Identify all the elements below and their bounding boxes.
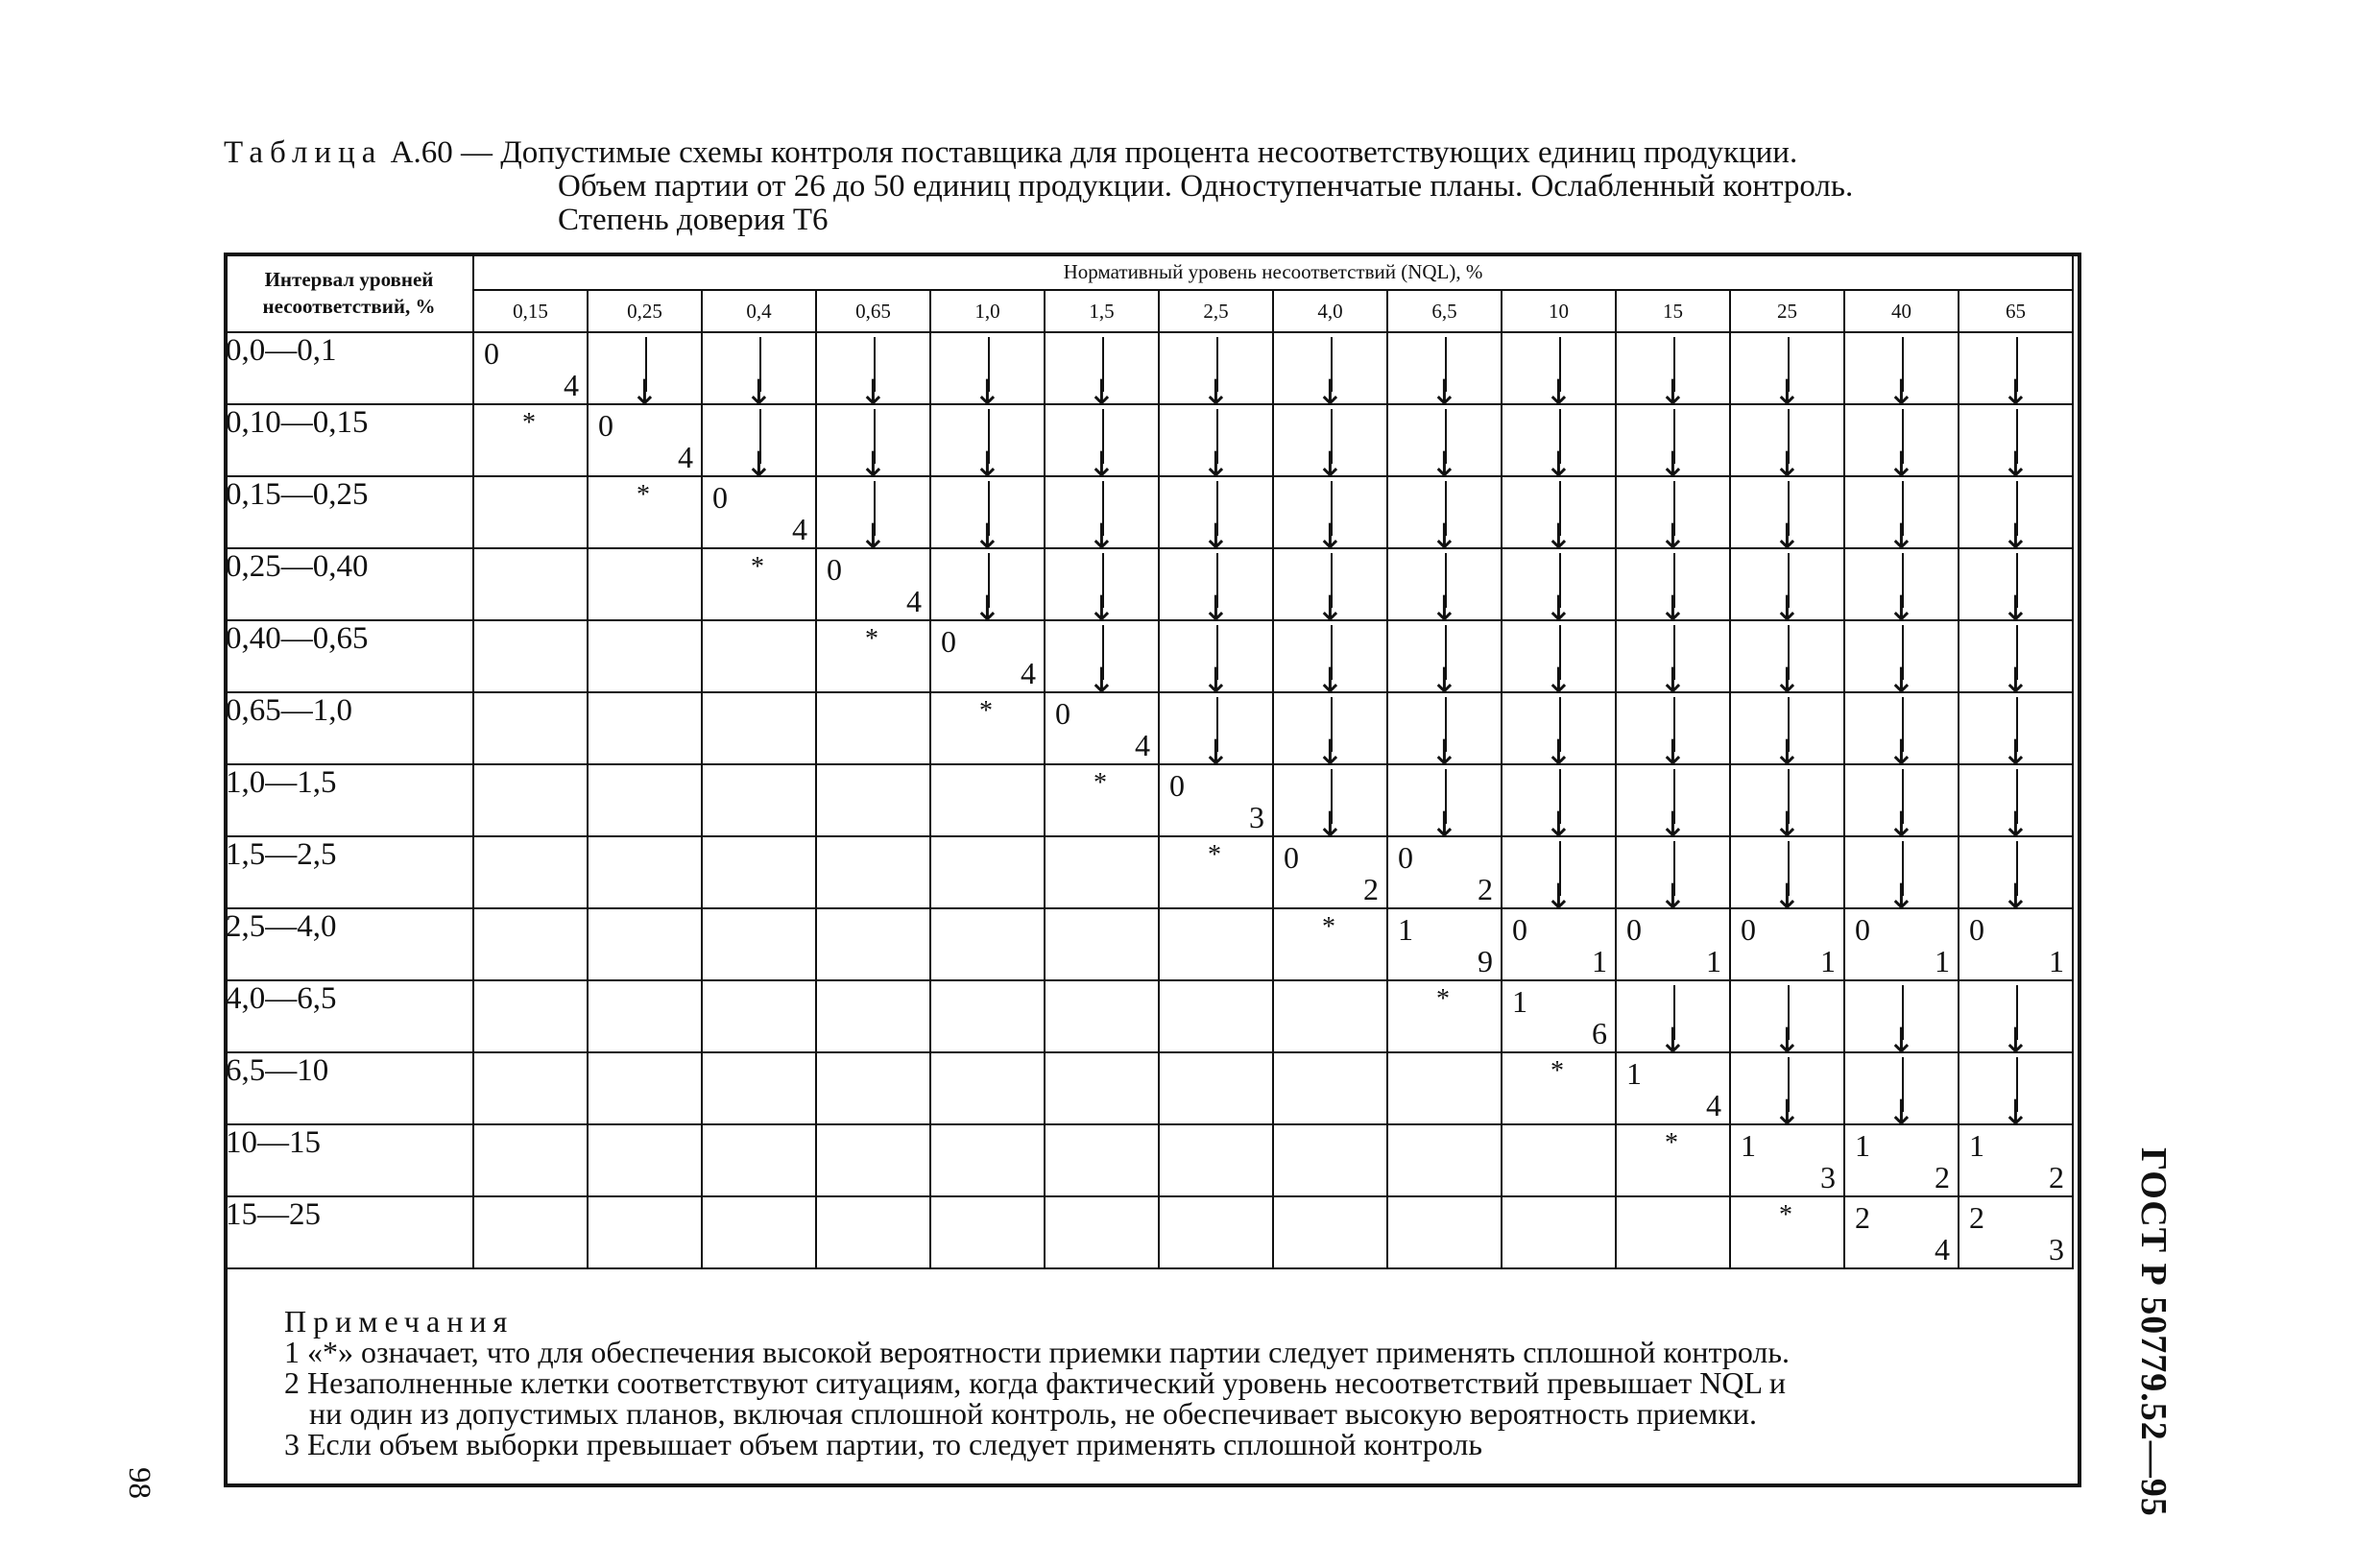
interval-header-line-2: несоответствий, % [262, 295, 436, 318]
sample-size: 3 [2049, 1232, 2064, 1266]
table-caption [224, 136, 2086, 237]
row-interval-label: 0,10—0,15 [225, 404, 473, 476]
sample-size: 2 [1363, 872, 1379, 906]
acceptance-number: 0 [941, 624, 956, 659]
acceptance-number: 1 [1969, 1128, 1984, 1163]
nql-column-3: 0,65 [816, 290, 930, 332]
acceptance-number: 0 [712, 480, 728, 515]
note-3: 3 Если объем выборки превышает объем партии, то следует применять сплошной контроль [284, 1427, 1482, 1461]
sample-size: 3 [1249, 800, 1264, 834]
nql-column-13: 65 [1959, 290, 2073, 332]
sample-size: 4 [1021, 656, 1036, 690]
sample-size: 4 [1935, 1232, 1950, 1266]
nql-column-4: 1,0 [930, 290, 1045, 332]
caption-line-2: Объем партии от 26 до 50 единиц продукции. Одноступенчатые планы. Ослабленный контроль. [558, 169, 1854, 204]
sample-size: 4 [678, 440, 693, 474]
sample-size: 6 [1592, 1016, 1607, 1050]
sample-size: 1 [2049, 944, 2064, 978]
standard-code: ГОСТ Р 50779.52—95 [2133, 1147, 2174, 1517]
acceptance-number: 1 [1741, 1128, 1756, 1163]
caption-line-1 [224, 136, 2086, 170]
nql-column-9: 10 [1502, 290, 1616, 332]
note-1: 1 «*» означает, что для обеспечения высокой вероятности приемки партии следует применять сплошной контроль. [284, 1335, 1790, 1369]
acceptance-number: 0 [1284, 840, 1299, 875]
nql-column-5: 1,5 [1045, 290, 1159, 332]
sample-size: 4 [1706, 1088, 1721, 1122]
row-interval-label: 1,0—1,5 [225, 764, 473, 836]
nql-column-0: 0,15 [473, 290, 588, 332]
acceptance-number: 0 [1169, 768, 1185, 803]
notes-title: Примечания [284, 1304, 515, 1339]
sample-size: 3 [1820, 1160, 1836, 1194]
acceptance-number: 0 [1512, 912, 1527, 947]
acceptance-number: 1 [1512, 984, 1527, 1019]
acceptance-number: 0 [484, 336, 499, 371]
row-interval-label: 4,0—6,5 [225, 980, 473, 1052]
acceptance-number: 0 [827, 552, 842, 587]
acceptance-number: 1 [1398, 912, 1413, 947]
row-interval-label: 1,5—2,5 [225, 836, 473, 908]
note-2-continued: ни один из допустимых планов, включая сплошной контроль, не обеспечивает высокую вероятность приемки. [309, 1396, 1758, 1431]
acceptance-number: 0 [1741, 912, 1756, 947]
row-interval-label: 0,0—0,1 [225, 332, 473, 404]
acceptance-number: 0 [1855, 912, 1870, 947]
row-interval-label: 0,65—1,0 [225, 692, 473, 764]
asterisk-mark: * [1779, 1200, 1792, 1230]
row-interval-label: 0,25—0,40 [225, 548, 473, 620]
sample-size: 4 [792, 512, 807, 546]
sample-size: 9 [1478, 944, 1493, 978]
acceptance-number: 0 [598, 408, 613, 443]
row-interval-label: 6,5—10 [225, 1052, 473, 1124]
sample-size: 2 [1935, 1160, 1950, 1194]
acceptance-number: 0 [1055, 696, 1070, 731]
asterisk-mark: * [1665, 1128, 1678, 1158]
sample-size: 1 [1706, 944, 1721, 978]
asterisk-mark: * [865, 624, 878, 654]
acceptance-number: 0 [1969, 912, 1984, 947]
note-2: 2 Незаполненные клетки соответствуют ситуациям, когда фактический уровень несоответствий превышает NQL и [284, 1365, 1786, 1400]
row-interval-label: 15—25 [225, 1196, 473, 1268]
sample-size: 1 [1592, 944, 1607, 978]
nql-column-11: 25 [1730, 290, 1844, 332]
nql-column-7: 4,0 [1273, 290, 1387, 332]
asterisk-mark: * [1094, 768, 1107, 798]
asterisk-mark: * [1322, 912, 1335, 942]
acceptance-number: 1 [1855, 1128, 1870, 1163]
table-frame [224, 253, 2081, 1487]
nql-column-6: 2,5 [1159, 290, 1273, 332]
sample-size: 2 [1478, 872, 1493, 906]
asterisk-mark: * [1551, 1056, 1564, 1086]
sample-size: 1 [1820, 944, 1836, 978]
row-interval-label: 10—15 [225, 1124, 473, 1196]
row-interval-label: 2,5—4,0 [225, 908, 473, 980]
asterisk-mark: * [1208, 840, 1221, 870]
notes-block [284, 1306, 2070, 1459]
asterisk-mark: * [979, 696, 993, 726]
acceptance-number: 2 [1969, 1200, 1984, 1235]
nql-column-8: 6,5 [1387, 290, 1502, 332]
sample-size: 4 [564, 368, 579, 402]
interval-header-line-1: Интервал уровней [264, 268, 434, 291]
caption-title: А.60 — Допустимые схемы контроля поставщика для процента несоответствующих единиц продукции. [382, 135, 1798, 170]
asterisk-mark: * [522, 408, 536, 438]
acceptance-number: 0 [1398, 840, 1413, 875]
nql-column-2: 0,4 [702, 290, 816, 332]
caption-lead: Таблица [224, 135, 383, 170]
asterisk-mark: * [751, 552, 764, 582]
sample-size: 1 [1935, 944, 1950, 978]
nql-header: Нормативный уровень несоответствий (NQL), % [473, 253, 2073, 290]
nql-column-10: 15 [1616, 290, 1730, 332]
row-interval-label: 0,15—0,25 [225, 476, 473, 548]
page-number: 98 [122, 1467, 156, 1499]
sample-size: 4 [906, 584, 922, 618]
acceptance-number: 0 [1626, 912, 1642, 947]
sample-size: 4 [1135, 728, 1150, 762]
caption-line-3: Степень доверия Т6 [558, 203, 829, 237]
row-interval-label: 0,40—0,65 [225, 620, 473, 692]
nql-column-12: 40 [1844, 290, 1959, 332]
nql-column-1: 0,25 [588, 290, 702, 332]
sample-size: 2 [2049, 1160, 2064, 1194]
acceptance-number: 2 [1855, 1200, 1870, 1235]
asterisk-mark: * [1436, 984, 1450, 1014]
asterisk-mark: * [637, 480, 650, 510]
acceptance-number: 1 [1626, 1056, 1642, 1091]
